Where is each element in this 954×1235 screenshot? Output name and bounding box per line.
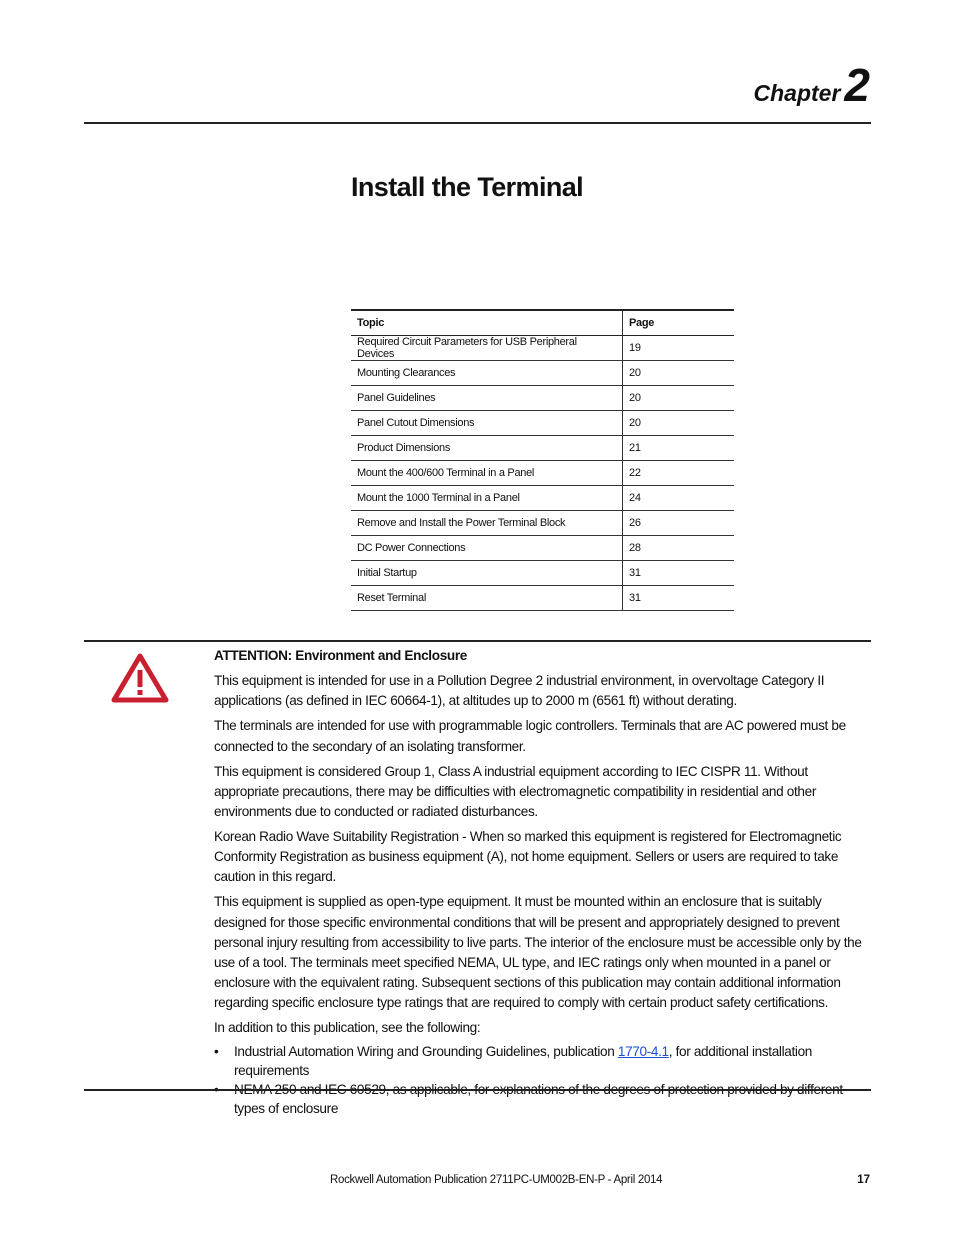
attention-paragraph: This equipment is intended for use in a Pollution Degree 2 industrial environment, in overvoltage Category II applications (as defined in IEC 60664-1), at altitudes up to 2000 m (6561 ft) without derating. [214,673,825,709]
bullet: • [214,1082,219,1098]
page-cell: 31 [623,586,735,611]
list-item-text: Industrial Automation Wiring and Grounding Guidelines, publication [234,1044,618,1060]
list-item-text: , for additional installation requirements [234,1044,812,1078]
table-row[interactable] [351,386,734,411]
table-row[interactable] [351,361,734,386]
table-row[interactable] [351,536,734,561]
chapter-number: 2 [844,59,870,111]
topic-cell[interactable]: Mounting Clearances [351,361,623,386]
chapter-word: Chapter [753,80,841,106]
table-row[interactable] [351,586,734,611]
page-cell: 20 [623,386,735,411]
list-item-text: NEMA 250 and IEC 60529, as applicable, for explanations of the degrees of protection provided by different [234,1082,843,1098]
list-item [214,1043,874,1080]
attention-paragraph: Korean Radio Wave Suitability Registration - When so marked this equipment is registered for Electromagnetic Conformity Registration as business equipment (A), not home equipment. Sellers or users are required to take caution in this regard. [214,829,842,885]
topic-cell[interactable]: Remove and Install the Power Terminal Block [351,511,623,536]
topic-table [351,309,734,611]
topic-cell[interactable]: DC Power Connections [351,536,623,561]
column-header-topic: Topic [351,310,623,336]
publication-link[interactable]: 1770-4.1 [617,1044,669,1060]
attention-top-rule [84,640,871,642]
bullet: • [214,1044,219,1060]
table-row[interactable] [351,461,734,486]
chapter-label [753,59,871,111]
topic-cell[interactable]: Mount the 1000 Terminal in a Panel [351,486,623,511]
list-item-text: types of enclosure [234,1100,339,1116]
page-title: Install the Terminal [351,172,584,202]
warning-triangle-icon [111,653,169,703]
page-cell: 21 [623,436,735,461]
table-row[interactable] [351,411,734,436]
attention-heading: ATTENTION: Environment and Enclosure [214,648,468,663]
topic-cell[interactable]: Mount the 400/600 Terminal in a Panel [351,461,623,486]
reference-list [214,1043,874,1118]
table-row[interactable] [351,486,734,511]
topic-cell[interactable]: Product Dimensions [351,436,623,461]
column-header-page: Page [623,310,735,336]
table-row[interactable] [351,511,734,536]
page-cell: 19 [623,336,735,361]
table-row[interactable] [351,436,734,461]
topic-cell[interactable]: Initial Startup [351,561,623,586]
header-rule [84,122,871,124]
attention-paragraph: The terminals are intended for use with programmable logic controllers. Terminals that are AC powered must be connected to the secondary of an isolating transformer. [214,718,846,754]
attention-paragraph: This equipment is supplied as open-type equipment. It must be mounted within an enclosure that is suitably designed for those specific environmental conditions that will be present and appropriately designed to prevent personal injury resulting from accessibility to live parts. The interior of the enclosure must be accessible only by the use of a tool. The terminals meet specified NEMA, UL type, and IEC ratings only when mounted in a panel or enclosure with the equivalent rating. Subsequent sections of this publication may contain additional information regarding specific enclosure type ratings that are required to comply with certain product safety certifications. [214,894,862,1011]
topic-cell[interactable]: Required Circuit Parameters for USB Peripheral Devices [351,336,623,361]
topic-cell[interactable]: Panel Guidelines [351,386,623,411]
list-item [214,1081,874,1118]
table-header-row [351,310,734,336]
page-cell: 20 [623,411,735,436]
table-row[interactable] [351,336,734,361]
page-cell: 22 [623,461,735,486]
attention-block [214,646,874,1119]
topic-cell[interactable]: Reset Terminal [351,586,623,611]
page-cell: 26 [623,511,735,536]
page-number: 17 [857,1174,870,1186]
attention-paragraph: This equipment is considered Group 1, Class A industrial equipment according to IEC CISPR 11. Without appropriate precautions, there may be difficulties with electromagnetic compatibility in residential and other environments due to conducted or radiated disturbances. [214,763,817,820]
table-row[interactable] [351,561,734,586]
page-cell: 24 [623,486,735,511]
attention-paragraph: In addition to this publication, see the following: [214,1020,481,1036]
topic-cell[interactable]: Panel Cutout Dimensions [351,411,623,436]
page-cell: 31 [623,561,735,586]
page-cell: 20 [623,361,735,386]
footer-publication: Rockwell Automation Publication 2711PC-UM002B-EN-P - April 2014 [330,1174,663,1186]
page-cell: 28 [623,536,735,561]
attention-bottom-rule [84,1089,871,1091]
